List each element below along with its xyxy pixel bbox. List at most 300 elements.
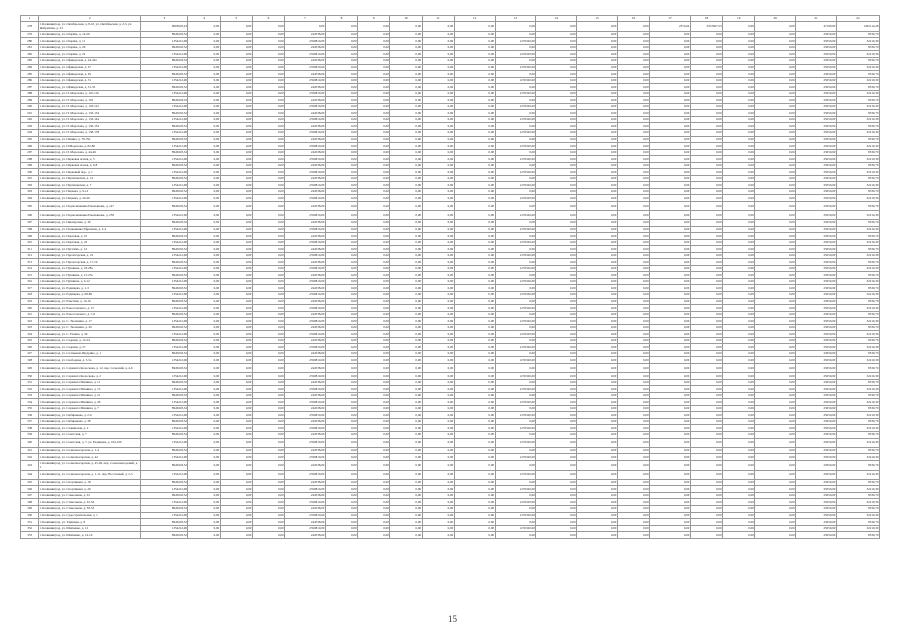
value-cell: 1354212,00 xyxy=(141,156,188,163)
value-cell: 23050,00 xyxy=(796,136,837,143)
value-cell: 0,00 xyxy=(723,285,755,292)
value-cell: 0,00 xyxy=(755,519,796,526)
value-cell: 0,00 xyxy=(358,272,390,279)
value-cell: 0,00 xyxy=(220,182,252,189)
value-cell: 0,00 xyxy=(617,373,649,380)
value-cell: 0,00 xyxy=(650,188,691,195)
value-cell: 2350810,00 xyxy=(285,51,326,58)
value-cell: 0,00 xyxy=(422,285,454,292)
value-cell: 0,00 xyxy=(390,373,422,380)
value-cell: 0,00 xyxy=(577,169,618,176)
value-cell: 0,00 xyxy=(755,373,796,380)
value-cell: 0,00 xyxy=(358,460,390,470)
value-cell: 0,00 xyxy=(390,350,422,357)
value-cell: 0,00 xyxy=(325,499,357,506)
value-cell: 0,00 xyxy=(650,162,691,169)
value-cell: 0,00 xyxy=(390,278,422,285)
value-cell: 0,00 xyxy=(755,386,796,393)
value-cell: 0,00 xyxy=(755,492,796,499)
value-cell: 0,00 xyxy=(454,84,495,91)
value-cell: 0,00 xyxy=(252,512,284,519)
value-cell: 1235320,00 xyxy=(495,195,536,202)
value-cell: 0,00 xyxy=(690,162,722,169)
value-cell: 0,00 xyxy=(690,188,722,195)
value-cell: 0,00 xyxy=(577,259,618,266)
row-number: 320 xyxy=(21,305,39,312)
value-cell: 0,00 xyxy=(755,57,796,64)
value-cell: 0,00 xyxy=(454,386,495,393)
value-cell: 0,00 xyxy=(536,103,577,110)
value-cell: 0,00 xyxy=(358,357,390,364)
value-cell: 32210,30 xyxy=(836,226,879,233)
value-cell: 0,00 xyxy=(650,492,691,499)
value-cell: 0,00 xyxy=(252,447,284,454)
value-cell: 0,00 xyxy=(690,265,722,272)
value-cell: 244538,00 xyxy=(285,379,326,386)
value-cell: 0,00 xyxy=(454,182,495,189)
value-cell: 0,00 xyxy=(690,97,722,104)
value-cell: 0,00 xyxy=(650,418,691,425)
value-cell: 2350810,00 xyxy=(285,470,326,479)
value-cell: 0,00 xyxy=(690,447,722,454)
value-cell: 23050,00 xyxy=(796,220,837,227)
value-cell: 0,00 xyxy=(617,195,649,202)
value-cell: 0,00 xyxy=(690,331,722,338)
value-cell: 0,00 xyxy=(723,21,755,31)
value-cell: 0,00 xyxy=(422,44,454,51)
value-cell: 0,00 xyxy=(755,298,796,305)
value-cell: 8945618,32 xyxy=(141,272,188,279)
value-cell: 0,00 xyxy=(390,532,422,539)
address-cell: г. Калининград, ул. Сибирякова, д. 38 xyxy=(39,418,141,425)
value-cell: 0,00 xyxy=(422,386,454,393)
value-cell: 0,00 xyxy=(252,405,284,412)
value-cell: 25050,00 xyxy=(796,278,837,285)
value-cell: 32210,30 xyxy=(836,278,879,285)
value-cell: 0,00 xyxy=(220,188,252,195)
value-cell: 0,00 xyxy=(536,169,577,176)
value-cell: 0,00 xyxy=(252,143,284,150)
value-cell: 1235320,00 xyxy=(495,211,536,220)
value-cell: 0,00 xyxy=(690,259,722,266)
value-cell: 1354212,00 xyxy=(141,331,188,338)
value-cell: 0,00 xyxy=(220,399,252,406)
value-cell: 0,00 xyxy=(617,246,649,253)
value-cell: 0,00 xyxy=(422,149,454,156)
value-cell: 0,00 xyxy=(755,272,796,279)
value-cell: 0,00 xyxy=(617,38,649,45)
value-cell: 0,00 xyxy=(188,405,220,412)
value-cell: 0,00 xyxy=(495,379,536,386)
value-cell: 0,00 xyxy=(358,492,390,499)
value-cell: 0,00 xyxy=(188,226,220,233)
value-cell: 0,00 xyxy=(690,156,722,163)
address-cell: г. Калининград, ул. Славянская, д. 2 xyxy=(39,425,141,432)
value-cell: 0,00 xyxy=(723,447,755,454)
value-cell: 8945618,32 xyxy=(141,431,188,438)
value-cell: 0,00 xyxy=(617,292,649,299)
value-cell: 8530,70 xyxy=(836,324,879,331)
value-cell: 0,00 xyxy=(325,350,357,357)
value-cell: 0,00 xyxy=(390,143,422,150)
value-cell: 1235320,00 xyxy=(495,64,536,71)
value-cell: 0,00 xyxy=(755,84,796,91)
row-number: 349 xyxy=(21,505,39,512)
value-cell: 0,00 xyxy=(690,425,722,432)
value-cell: 0,00 xyxy=(358,188,390,195)
value-cell: 0,00 xyxy=(577,21,618,31)
value-cell: 0,00 xyxy=(577,373,618,380)
column-number: 3 xyxy=(141,16,188,22)
value-cell: 0,00 xyxy=(188,272,220,279)
value-cell: 0,00 xyxy=(577,525,618,532)
row-number: 313 xyxy=(21,259,39,266)
value-cell: 0,00 xyxy=(220,175,252,182)
value-cell: 0,00 xyxy=(690,438,722,447)
value-cell: 0,00 xyxy=(650,239,691,246)
value-cell: 0,00 xyxy=(650,233,691,240)
value-cell: 0,00 xyxy=(495,298,536,305)
value-cell: 32210,30 xyxy=(836,239,879,246)
value-cell: 32210,30 xyxy=(836,486,879,493)
value-cell: 8945618,32 xyxy=(141,418,188,425)
value-cell: 0,00 xyxy=(188,38,220,45)
value-cell: 0,00 xyxy=(454,202,495,211)
value-cell: 8530,70 xyxy=(836,57,879,64)
address-cell: г. Калининград, ул. С. Тюленина, д. 26 xyxy=(39,324,141,331)
value-cell: 0,00 xyxy=(188,123,220,130)
value-cell: 0,00 xyxy=(755,31,796,38)
value-cell: 0,00 xyxy=(390,512,422,519)
value-cell: 25050,00 xyxy=(796,211,837,220)
value-cell: 25050,00 xyxy=(796,470,837,479)
value-cell: 1354212,00 xyxy=(141,292,188,299)
value-cell: 0,00 xyxy=(723,379,755,386)
value-cell: 0,00 xyxy=(422,479,454,486)
value-cell: 1235320,00 xyxy=(495,265,536,272)
value-cell: 0,00 xyxy=(252,331,284,338)
value-cell: 25050,00 xyxy=(796,64,837,71)
value-cell: 0,00 xyxy=(755,470,796,479)
value-cell: 0,00 xyxy=(454,220,495,227)
value-cell: 0,00 xyxy=(536,175,577,182)
value-cell: 0,00 xyxy=(390,103,422,110)
value-cell: 23050,00 xyxy=(796,405,837,412)
value-cell: 8530,70 xyxy=(836,84,879,91)
value-cell: 244538,00 xyxy=(285,418,326,425)
value-cell: 0,00 xyxy=(755,129,796,136)
value-cell: 0,00 xyxy=(577,31,618,38)
value-cell: 0,00 xyxy=(495,175,536,182)
value-cell: 0,00 xyxy=(252,38,284,45)
value-cell: 0,00 xyxy=(325,373,357,380)
address-cell: г. Калининград, ул. Офицерская, д. 31 xyxy=(39,77,141,84)
value-cell: 0,00 xyxy=(454,97,495,104)
value-cell: 0,00 xyxy=(723,344,755,351)
value-cell: 0,00 xyxy=(454,392,495,399)
value-cell: 1235320,00 xyxy=(495,344,536,351)
value-cell: 0,00 xyxy=(617,182,649,189)
value-cell: 0,00 xyxy=(723,505,755,512)
value-cell: 0,00 xyxy=(723,188,755,195)
value-cell: 0,00 xyxy=(252,169,284,176)
value-cell: 0,00 xyxy=(325,162,357,169)
address-cell: г. Калининград, ул. П. Морозова, д. 44-46 xyxy=(39,149,141,156)
value-cell: 0,00 xyxy=(454,364,495,373)
value-cell: 0,00 xyxy=(617,31,649,38)
value-cell: 1354212,00 xyxy=(141,399,188,406)
value-cell: 0,00 xyxy=(390,182,422,189)
value-cell: 0,00 xyxy=(220,259,252,266)
address-cell: г. Калининград, ул. Подполковника Емельянова, д. 147 xyxy=(39,202,141,211)
value-cell: 0,00 xyxy=(690,123,722,130)
value-cell: 0,00 xyxy=(220,532,252,539)
address-cell: г. Калининград, ул. Солнечногорская, д. 42 xyxy=(39,454,141,461)
row-number: 343 xyxy=(21,460,39,470)
value-cell: 0,00 xyxy=(252,64,284,71)
value-cell: 0,00 xyxy=(454,38,495,45)
value-cell: 8945618,32 xyxy=(141,285,188,292)
value-cell: 32210,30 xyxy=(836,525,879,532)
value-cell: 0,00 xyxy=(358,195,390,202)
value-cell: 0,00 xyxy=(755,405,796,412)
value-cell: 0,00 xyxy=(723,324,755,331)
value-cell: 23050,00 xyxy=(796,505,837,512)
value-cell: 0,00 xyxy=(422,499,454,506)
value-cell: 0,00 xyxy=(536,21,577,31)
row-number: 296 xyxy=(21,143,39,150)
value-cell: 0,00 xyxy=(495,71,536,78)
value-cell: 0,00 xyxy=(325,97,357,104)
row-number: 289 xyxy=(21,97,39,104)
row-number: 339 xyxy=(21,431,39,438)
value-cell: 0,00 xyxy=(495,364,536,373)
value-cell: 8945618,32 xyxy=(141,220,188,227)
address-cell: г. Калининград, ул. Огарёва, д. 11 xyxy=(39,38,141,45)
value-cell: 0,00 xyxy=(390,195,422,202)
value-cell: 1235320,00 xyxy=(495,278,536,285)
value-cell: 0,00 xyxy=(577,379,618,386)
value-cell: 0,00 xyxy=(220,116,252,123)
value-cell: 0,00 xyxy=(723,202,755,211)
row-number: 350 xyxy=(21,512,39,519)
value-cell: 0,00 xyxy=(495,405,536,412)
value-cell: 0,00 xyxy=(220,470,252,479)
value-cell: 0,00 xyxy=(390,399,422,406)
value-cell: 0,00 xyxy=(220,195,252,202)
value-cell: 0,00 xyxy=(577,195,618,202)
value-cell: 0,00 xyxy=(390,259,422,266)
value-cell: 0,00 xyxy=(358,337,390,344)
value-cell: 8530,70 xyxy=(836,31,879,38)
value-cell: 0,00 xyxy=(755,252,796,259)
value-cell: 0,00 xyxy=(495,97,536,104)
value-cell: 0,00 xyxy=(325,252,357,259)
value-cell: 0,00 xyxy=(536,470,577,479)
column-number: 14 xyxy=(536,16,577,22)
value-cell: 0,00 xyxy=(536,265,577,272)
value-cell: 0,00 xyxy=(390,162,422,169)
value-cell: 0,00 xyxy=(650,156,691,163)
address-cell: г. Калининград, ул. Сержанта Мишина, д. 11 xyxy=(39,379,141,386)
value-cell: 1354212,00 xyxy=(141,438,188,447)
value-cell: 0,00 xyxy=(252,239,284,246)
value-cell: 0,00 xyxy=(577,311,618,318)
value-cell: 0,00 xyxy=(755,116,796,123)
value-cell: 2350810,00 xyxy=(285,512,326,519)
address-cell: г. Калининград, ул. Стекольная, д. 22 xyxy=(39,492,141,499)
value-cell: 0,00 xyxy=(454,486,495,493)
row-number: 293 xyxy=(21,123,39,130)
address-cell: г. Калининград, ул. Пугачёва, д. 14 xyxy=(39,246,141,253)
value-cell: 0,00 xyxy=(390,438,422,447)
value-cell: 0,00 xyxy=(422,364,454,373)
value-cell: 8945618,32 xyxy=(141,259,188,266)
value-cell: 0,00 xyxy=(617,418,649,425)
value-cell: 0,00 xyxy=(536,149,577,156)
value-cell: 1235320,00 xyxy=(495,239,536,246)
value-cell: 0,00 xyxy=(220,357,252,364)
value-cell: 0,00 xyxy=(358,202,390,211)
value-cell: 0,00 xyxy=(650,182,691,189)
value-cell: 0,00 xyxy=(690,252,722,259)
value-cell: 0,00 xyxy=(723,182,755,189)
value-cell: 8945618,32 xyxy=(141,162,188,169)
value-cell: 0,00 xyxy=(390,97,422,104)
value-cell: 0,00 xyxy=(536,412,577,419)
value-cell: 0,00 xyxy=(536,292,577,299)
value-cell: 32210,30 xyxy=(836,344,879,351)
value-cell: 0,00 xyxy=(723,77,755,84)
value-cell: 0,00 xyxy=(390,479,422,486)
value-cell: 0,00 xyxy=(536,143,577,150)
value-cell: 25050,00 xyxy=(796,195,837,202)
value-cell: 0,00 xyxy=(690,44,722,51)
value-cell: 0,00 xyxy=(358,512,390,519)
value-cell: 0,00 xyxy=(690,110,722,117)
value-cell: 0,00 xyxy=(650,202,691,211)
value-cell: 1354212,00 xyxy=(141,425,188,432)
value-cell: 0,00 xyxy=(617,305,649,312)
value-cell: 0,00 xyxy=(495,324,536,331)
value-cell: 0,00 xyxy=(577,344,618,351)
table-row xyxy=(21,532,880,539)
value-cell: 0,00 xyxy=(325,44,357,51)
value-cell: 0,00 xyxy=(358,21,390,31)
value-cell: 0,00 xyxy=(325,492,357,499)
value-cell: 0,00 xyxy=(422,532,454,539)
address-cell: г. Калининград, ул. Солнечногорская, д. 45-49, пер. Солнечногорский, д. 1 xyxy=(39,460,141,470)
value-cell: 0,00 xyxy=(358,220,390,227)
address-cell: г. Калининград, ул. Рокоссовского, д. 15 xyxy=(39,305,141,312)
value-cell: 0,00 xyxy=(422,84,454,91)
value-cell: 0,00 xyxy=(422,51,454,58)
value-cell: 0,00 xyxy=(325,357,357,364)
value-cell: 0,00 xyxy=(454,318,495,325)
value-cell: 0,00 xyxy=(650,149,691,156)
value-cell: 0,00 xyxy=(188,431,220,438)
value-cell: 1354212,00 xyxy=(141,454,188,461)
value-cell: 0,00 xyxy=(690,57,722,64)
value-cell: 0,00 xyxy=(723,44,755,51)
value-cell: 0,00 xyxy=(650,64,691,71)
value-cell: 244538,00 xyxy=(285,84,326,91)
value-cell: 0,00 xyxy=(358,38,390,45)
value-cell: 0,00 xyxy=(358,211,390,220)
value-cell: 0,00 xyxy=(577,418,618,425)
value-cell: 32210,30 xyxy=(836,116,879,123)
value-cell: 0,00 xyxy=(650,211,691,220)
value-cell: 244538,00 xyxy=(285,71,326,78)
value-cell: 0,00 xyxy=(220,226,252,233)
value-cell: 0,00 xyxy=(188,110,220,117)
value-cell: 0,00 xyxy=(536,447,577,454)
value-cell: 23050,00 xyxy=(796,447,837,454)
value-cell: 1235320,00 xyxy=(495,425,536,432)
value-cell: 0,00 xyxy=(390,116,422,123)
row-number: 310 xyxy=(21,239,39,246)
value-cell: 0,00 xyxy=(536,438,577,447)
value-cell: 0,00 xyxy=(422,305,454,312)
value-cell: 0,00 xyxy=(358,373,390,380)
value-cell: 0,00 xyxy=(536,399,577,406)
row-number: 284 xyxy=(21,64,39,71)
value-cell: 0,00 xyxy=(755,392,796,399)
value-cell: 244538,00 xyxy=(285,519,326,526)
value-cell: 1235320,00 xyxy=(495,90,536,97)
value-cell: 0,00 xyxy=(577,499,618,506)
column-number: 13 xyxy=(495,16,536,22)
value-cell: 0,00 xyxy=(325,31,357,38)
value-cell: 25050,00 xyxy=(796,331,837,338)
value-cell: 0,00 xyxy=(188,136,220,143)
value-cell: 2350810,00 xyxy=(285,305,326,312)
value-cell: 0,00 xyxy=(617,116,649,123)
value-cell: 0,00 xyxy=(454,412,495,419)
value-cell: 0,00 xyxy=(188,298,220,305)
value-cell: 0,00 xyxy=(422,525,454,532)
value-cell: 0,00 xyxy=(755,486,796,493)
value-cell: 0,00 xyxy=(617,265,649,272)
value-cell: 0,00 xyxy=(285,21,326,31)
value-cell: 1354212,00 xyxy=(141,195,188,202)
value-cell: 0,00 xyxy=(390,505,422,512)
value-cell: 1354212,00 xyxy=(141,373,188,380)
value-cell: 0,00 xyxy=(723,392,755,399)
value-cell: 0,00 xyxy=(723,97,755,104)
value-cell: 0,00 xyxy=(325,438,357,447)
value-cell: 0,00 xyxy=(325,519,357,526)
value-cell: 0,00 xyxy=(755,195,796,202)
value-cell: 0,00 xyxy=(755,512,796,519)
value-cell: 0,00 xyxy=(390,123,422,130)
value-cell: 0,00 xyxy=(577,110,618,117)
value-cell: 25050,00 xyxy=(796,116,837,123)
value-cell: 0,00 xyxy=(220,364,252,373)
value-cell: 0,00 xyxy=(325,525,357,532)
address-cell: г. Калининград, ул. Сержанта Мишина, д. 21 xyxy=(39,392,141,399)
value-cell: 0,00 xyxy=(220,324,252,331)
value-cell: 2350810,00 xyxy=(285,116,326,123)
value-cell: 0,00 xyxy=(577,431,618,438)
row-number: 299 xyxy=(21,162,39,169)
value-cell: 0,00 xyxy=(358,399,390,406)
value-cell: 0,00 xyxy=(536,337,577,344)
value-cell: 0,00 xyxy=(577,136,618,143)
value-cell: 0,00 xyxy=(188,418,220,425)
value-cell: 1354212,00 xyxy=(141,278,188,285)
value-cell: 244538,00 xyxy=(285,220,326,227)
